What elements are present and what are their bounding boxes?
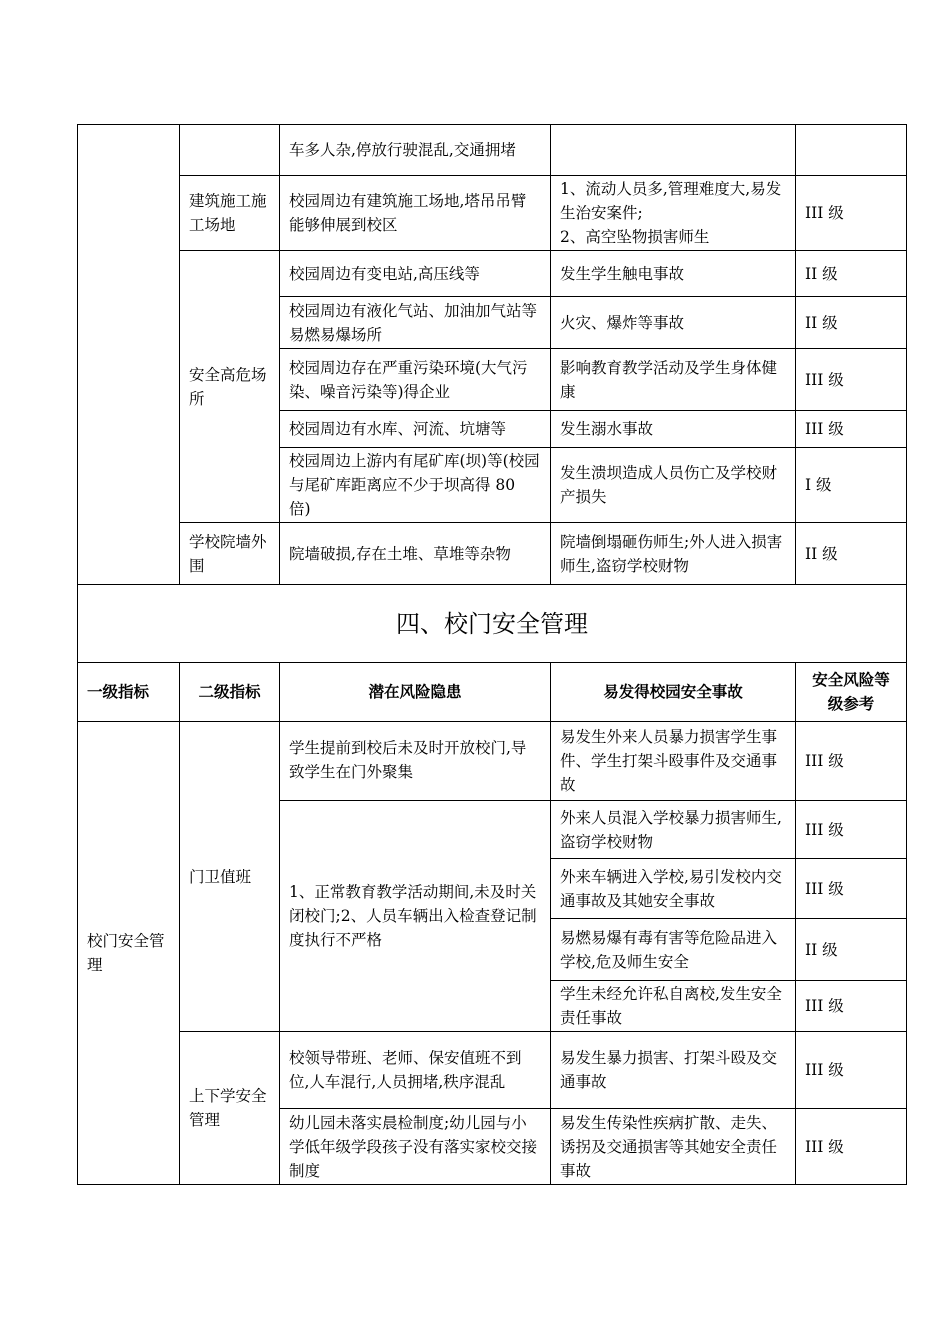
section-title-row: [78, 585, 907, 663]
risk-cell: 校园周边存在严重污染环境(大气污染、噪音污染等)得企业: [280, 349, 551, 411]
accident-cell: 发生溃坝造成人员伤亡及学校财产损失: [551, 448, 796, 523]
level-cell: III 级: [796, 801, 907, 859]
accident-cell: 易发生传染性疾病扩散、走失、诱拐及交通损害等其她安全责任事故: [551, 1109, 796, 1185]
accident-cell: 外来车辆进入学校,易引发校内交通事故及其她安全事故: [551, 859, 796, 919]
level-cell: II 级: [796, 919, 907, 981]
level-cell: II 级: [796, 297, 907, 349]
accident-cell: 易发生外来人员暴力损害学生事件、学生打架斗殴事件及交通事故: [551, 722, 796, 801]
level-cell: III 级: [796, 411, 907, 448]
level2-cell: 建筑施工施工场地: [180, 176, 280, 251]
accident-cell: 院墙倒塌砸伤师生;外人进入损害师生,盗窃学校财物: [551, 523, 796, 585]
table-row: [78, 523, 907, 585]
level2-cell: 门卫值班: [180, 722, 280, 1032]
accident-cell: 外来人员混入学校暴力损害师生,盗窃学校财物: [551, 801, 796, 859]
level1-cell: [78, 125, 180, 585]
level-cell: [796, 125, 907, 176]
header-row: [78, 663, 907, 722]
level2-cell: 安全高危场所: [180, 251, 280, 523]
level-cell: III 级: [796, 981, 907, 1032]
header-risk-level: 安全风险等级参考: [796, 663, 907, 722]
accident-cell: 易燃易爆有毒有害等危险品进入学校,危及师生安全: [551, 919, 796, 981]
accident-cell: 学生未经允许私自离校,发生安全责任事故: [551, 981, 796, 1032]
risk-cell: 校园周边有建筑施工场地,塔吊吊臂能够伸展到校区: [280, 176, 551, 251]
risk-cell: 1、正常教育教学活动期间,未及时关闭校门;2、人员车辆出入检查登记制度执行不严格: [280, 801, 551, 1032]
accident-cell: 发生学生触电事故: [551, 251, 796, 297]
table-row: [78, 176, 907, 251]
header-level2: 二级指标: [180, 663, 280, 722]
level2-cell: [180, 125, 280, 176]
accident-line: 2、高空坠物损害师生: [560, 228, 710, 246]
risk-table: [77, 124, 907, 1185]
accident-cell: [551, 125, 796, 176]
level-cell: III 级: [796, 1032, 907, 1109]
header-level1: 一级指标: [78, 663, 180, 722]
risk-cell: 院墙破损,存在土堆、草堆等杂物: [280, 523, 551, 585]
level1-cell: 校门安全管理: [78, 722, 180, 1185]
header-risk: 潜在风险隐患: [280, 663, 551, 722]
accident-cell: 发生溺水事故: [551, 411, 796, 448]
table-row: [78, 251, 907, 297]
level-cell: II 级: [796, 523, 907, 585]
accident-cell: 火灾、爆炸等事故: [551, 297, 796, 349]
accident-cell: 影响教育教学活动及学生身体健康: [551, 349, 796, 411]
accident-cell: [551, 176, 796, 251]
risk-cell: 车多人杂,停放行驶混乱,交通拥堵: [280, 125, 551, 176]
level-cell: I 级: [796, 448, 907, 523]
risk-cell: 校园周边有液化气站、加油加气站等易燃易爆场所: [280, 297, 551, 349]
level-cell: III 级: [796, 722, 907, 801]
risk-cell: 学生提前到校后未及时开放校门,导致学生在门外聚集: [280, 722, 551, 801]
accident-cell: 易发生暴力损害、打架斗殴及交通事故: [551, 1032, 796, 1109]
level-cell: III 级: [796, 349, 907, 411]
section-title: 四、校门安全管理: [78, 585, 907, 663]
table-row: [78, 1032, 907, 1109]
level-cell: III 级: [796, 1109, 907, 1185]
risk-cell: 校园周边上游内有尾矿库(坝)等(校园与尾矿库距离应不少于坝高得 80 倍): [280, 448, 551, 523]
table-row: [78, 125, 907, 176]
level-cell: II 级: [796, 251, 907, 297]
level2-cell: 上下学安全管理: [180, 1032, 280, 1185]
level-cell: III 级: [796, 176, 907, 251]
level-cell: III 级: [796, 859, 907, 919]
level2-cell: 学校院墙外围: [180, 523, 280, 585]
risk-cell: 校领导带班、老师、保安值班不到位,人车混行,人员拥堵,秩序混乱: [280, 1032, 551, 1109]
risk-cell: 幼儿园未落实晨检制度;幼儿园与小学低年级学段孩子没有落实家校交接制度: [280, 1109, 551, 1185]
table-row: [78, 722, 907, 801]
risk-cell: 校园周边有变电站,高压线等: [280, 251, 551, 297]
accident-line: 1、流动人员多,管理难度大,易发生治安案件;: [560, 180, 782, 222]
risk-cell: 校园周边有水库、河流、坑塘等: [280, 411, 551, 448]
header-accident: 易发得校园安全事故: [551, 663, 796, 722]
